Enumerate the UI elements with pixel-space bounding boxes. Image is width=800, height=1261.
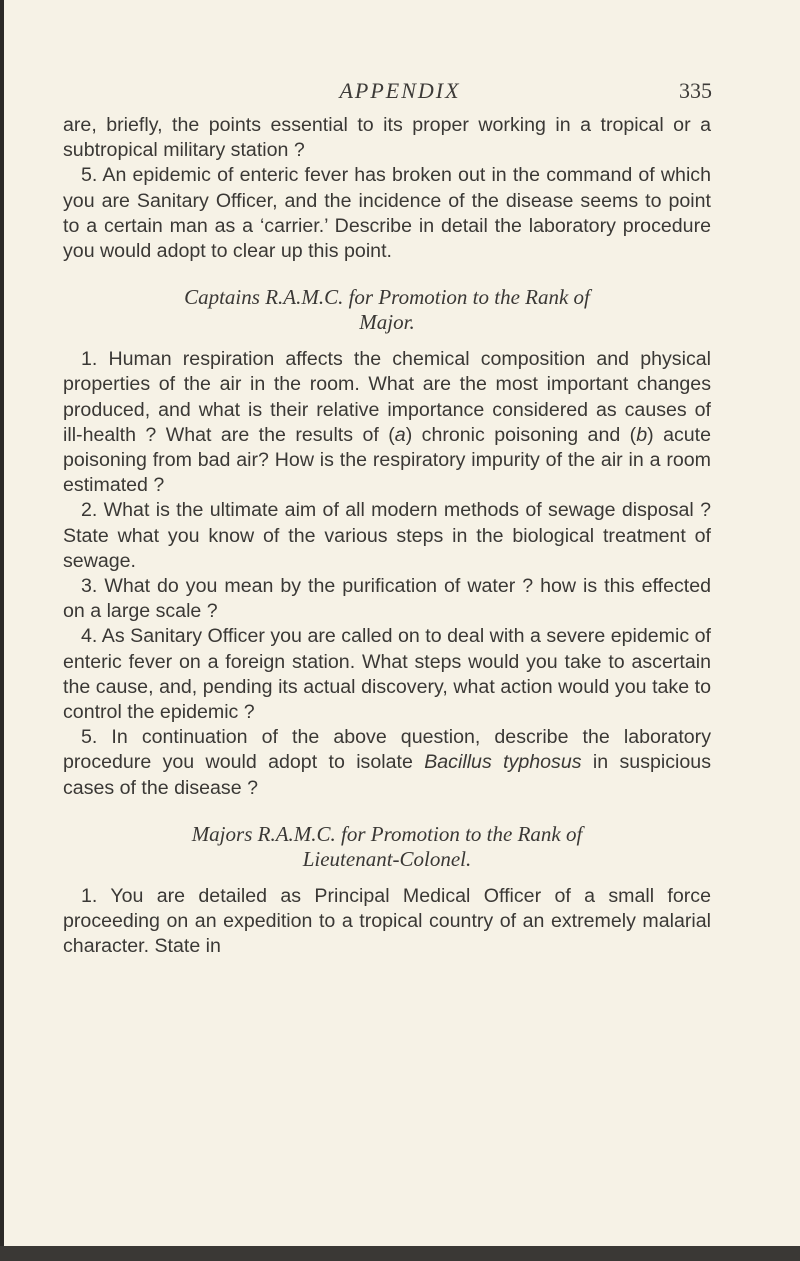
page-number: 335 [679, 78, 712, 103]
page-bottom-edge [0, 1246, 800, 1261]
captains-question-5-bacillus: Bacillus typhosus [424, 751, 582, 774]
section-heading-majors [63, 822, 711, 872]
captains-question-1-b-start: What are the results of ( [165, 423, 395, 446]
captains-question-5-end: in suspicious cases of the disease ? [63, 751, 711, 799]
continuation-paragraph: are, briefly, the points essential to its proper working in a tropical or a subtropical military station ? [63, 114, 711, 162]
captains-question-1-letter-a: a [394, 423, 406, 446]
question-5-paragraph: 5. An epidemic of enteric fever has broken out in the command of which you are Sanitary Officer, and the incidence of the disease seems to point to a certain man as a ‘carrier.’ Describe in detail the laboratory procedure you would adopt to clear up this point. [63, 164, 711, 263]
captains-question-1-end: ) acute poisoning from bad air? How is the respiratory impurity of the air in a room estimated ? [63, 423, 711, 497]
page-header [0, 78, 800, 112]
captains-question-1-letter-b: b [636, 423, 648, 446]
captains-question-5 [63, 725, 711, 801]
section-heading-captains-line1: Captains R.A.M.C. for Promotion to the Rank of [184, 285, 590, 310]
captains-question-1-mid: ) chronic poisoning and ( [405, 423, 637, 446]
captains-question-3: 3. What do you mean by the purification of water ? how is this effected on a large scale ? [63, 575, 711, 623]
section-heading-captains [63, 285, 711, 335]
section-heading-captains-line2: Major. [359, 310, 415, 335]
captains-question-5-start: 5. In continuation of the above question, describe the laboratory procedure you would adopt to isolate [63, 726, 711, 774]
majors-question-1: 1. You are detailed as Principal Medical Officer of a small force proceeding on an expedition to a tropical country of an extremely malarial character. State in [63, 884, 711, 958]
captains-question-1 [63, 347, 711, 498]
captains-question-2: 2. What is the ultimate aim of all modern methods of sewage disposal ? State what you know of the various steps in the biological treatment of sewage. [63, 499, 711, 572]
captains-question-1-text: 1. Human respiration affects the chemical composition and physical properties of the air in the room. What are the most important changes produced, and what is their relative importance considered as causes of ill-health ? [63, 348, 711, 446]
page-left-edge [0, 0, 4, 1261]
section-heading-majors-line1: Majors R.A.M.C. for Promotion to the Rank of [191, 821, 583, 846]
running-head: APPENDIX [339, 78, 461, 103]
captains-question-4: 4. As Sanitary Officer you are called on to deal with a severe epidemic of enteric fever on a foreign station. What steps would you take to ascertain the cause, and, pending its actual discovery, what action would you take to control the epidemic ? [63, 625, 711, 724]
page-body [63, 113, 711, 959]
section-heading-majors-line2: Lieutenant-Colonel. [302, 846, 472, 871]
